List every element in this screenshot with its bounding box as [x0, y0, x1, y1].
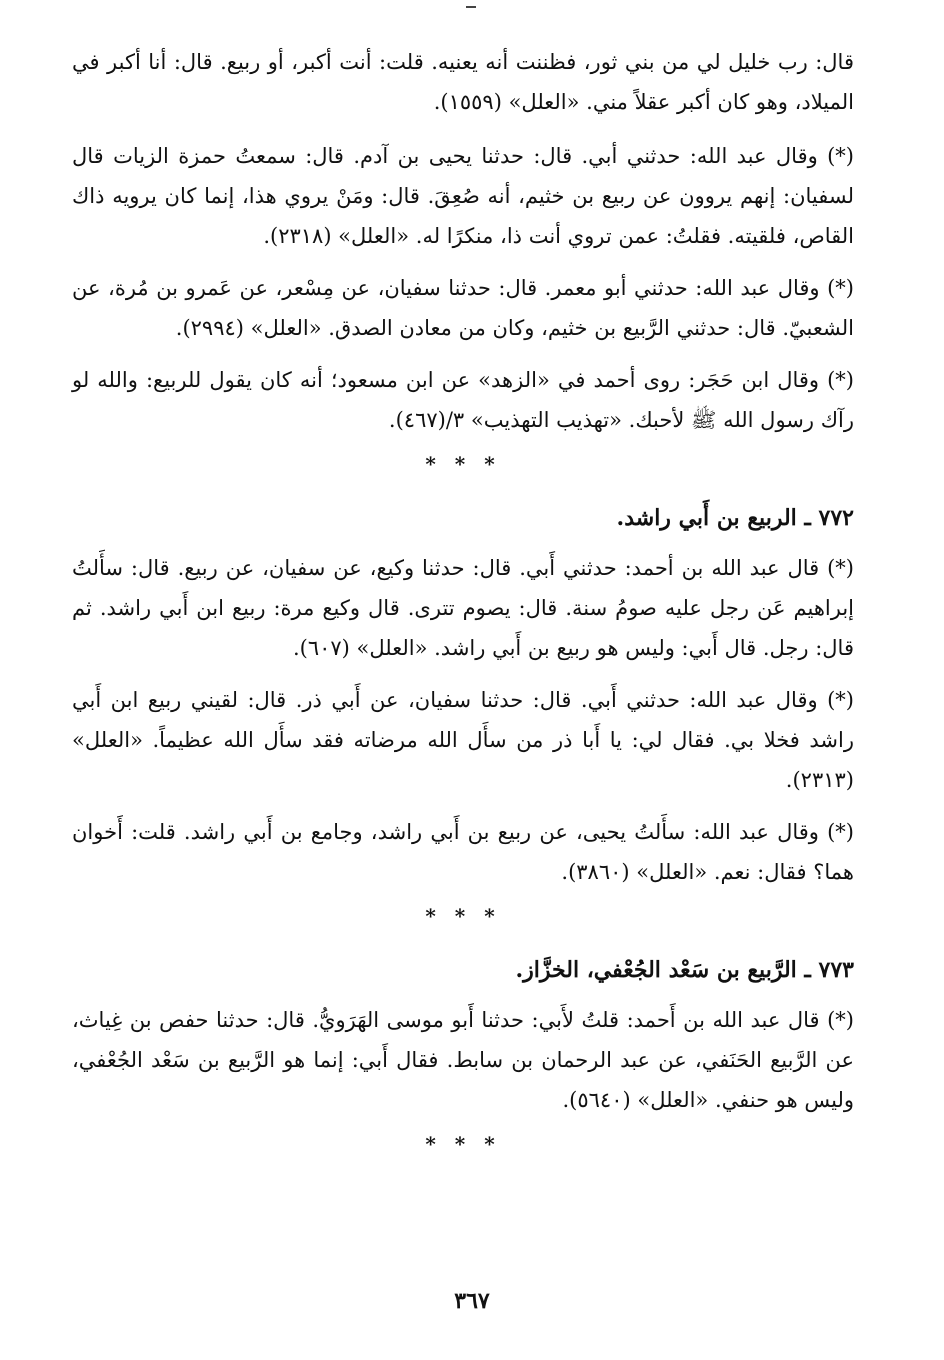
scan-mark [466, 6, 476, 8]
paragraph: (*) وقال عبد الله: سأَلتُ يحيى، عن ربيع بن أَبي راشد، وجامع بن أَبي راشد. قلت: أَخوان هما؟ فقال: نعم. «العلل» (٣٨٦٠). [72, 820, 854, 884]
section-separator: * * * [425, 1132, 501, 1156]
page-body [72, 42, 854, 1156]
paragraph: (*) وقال عبد الله: حدثني أبو معمر. قال: حدثنا سفيان، عن مِسْعر، عن عَمرو بن مُرة، عن الشعبيّ. قال: حدثني الرَّبيع بن خثيم، وكان من معادن الصدق. «العلل» (٢٩٩٤). [72, 276, 854, 340]
paragraph: (*) وقال عبد الله: حدثني أبي. قال: حدثنا يحيى بن آدم. قال: سمعتُ حمزة الزيات قال لسفيان: إنهم يروون عن ربيع بن خثيم، أنه صُعِقَ. قال: ومَنْ يروي هذا، إنما كان يرويه ذاك القاص، فلقيته. فقلتُ: عمن تروي أنت ذا، منكرًا له. «العلل» (٢٣١٨). [72, 144, 854, 248]
entry-heading: ٧٧٢ ـ الربيع بن أَبي راشد. [616, 505, 854, 531]
paragraph: (*) قال عبد الله بن أحمد: حدثني أَبي. قال: حدثنا وكيع، عن سفيان، عن ربيع. قال: سأَلتُ إبراهيم عَن رجل عليه صومُ سنة. قال: يصوم تترى. قال وكيع مرة: ربيع ابن أَبي راشد. ثم قال: رجل. قال أَبي: وليس هو ربيع بن أَبي راشد. «العلل» (٦٠٧). [72, 556, 854, 660]
page-number: ٣٦٧ [454, 1288, 490, 1314]
paragraph: (*) وقال ابن حَجَر: روى أحمد في «الزهد» عن ابن مسعود؛ أنه كان يقول للربيع: والله لو رآك رسول الله ﷺ لأحبك. «تهذيب التهذيب» ٣/(٤٦٧). [72, 368, 854, 432]
paragraph: (*) قال عبد الله بن أَحمد: قلتُ لأَبي: حدثنا أَبو موسى الهَرَويُّ. قال: حدثنا حفص بن غِياث، عن الرَّبيع الحَنَفي، عن عبد الرحمان بن سابط. فقال أَبي: إنما هو الرَّبيع بن سَعْد الجُعْفي، وليس هو حنفي. «العلل» (٥٦٤٠). [72, 1008, 854, 1112]
section-separator: * * * [425, 904, 501, 928]
entry-heading: ٧٧٣ ـ الرَّبيع بن سَعْد الجُعْفي، الخزَّاز. [515, 957, 854, 983]
paragraph: قال: رب خليل لي من بني ثور، فظننت أنه يعنيه. قلت: أنت أكبر، أو ربيع. قال: أنا أكبر في الميلاد، وهو كان أكبر عقلاً مني. «العلل» (١٥٥٩). [72, 50, 854, 114]
section-separator: * * * [425, 452, 501, 476]
paragraph: (*) وقال عبد الله: حدثني أَبي. قال: حدثنا سفيان، عن أَبي ذر. قال: لقيني ربيع ابن أَبي راشد فخلا بي. فقال لي: يا أَبا ذر من سأَل الله مرضاته فقد سأَل الله عظيماً. «العلل» (٢٣١٣). [72, 688, 854, 792]
